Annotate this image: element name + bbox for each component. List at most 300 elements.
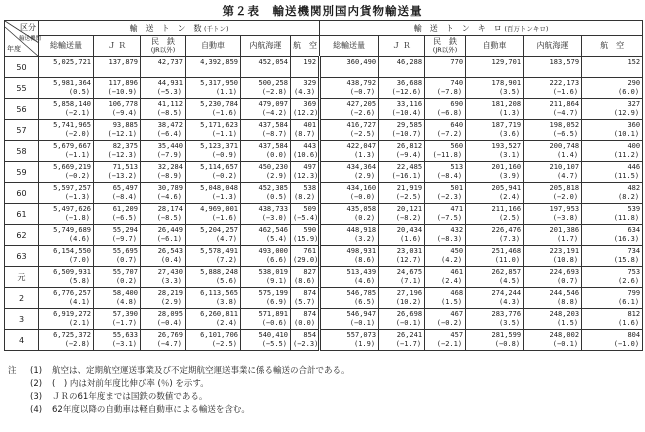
cell-value: 248,002 (549, 331, 580, 339)
table-row (5, 309, 643, 330)
data-cell (39, 246, 94, 267)
cell-value: 65,497 (112, 184, 138, 192)
cell-value: 23,031 (396, 247, 423, 255)
data-cell (466, 162, 524, 183)
cell-value: 21,919 (396, 184, 423, 192)
data-cell (94, 225, 141, 246)
cell-value: 5,123,371 (200, 142, 238, 150)
cell-growth-rate: (−1.0) (613, 340, 640, 348)
cell-growth-rate: (−3.0) (261, 214, 287, 222)
data-cell (39, 120, 94, 141)
cell-value: 42,737 (157, 58, 183, 66)
cell-growth-rate: (0.7) (115, 256, 137, 264)
cell-growth-rate: (3.8) (215, 298, 237, 306)
cell-growth-rate: (4.6) (68, 235, 90, 243)
table-row (5, 225, 643, 246)
cell-growth-rate: (5.7) (293, 298, 316, 306)
cell-value: 437,584 (258, 121, 288, 129)
cell-growth-rate: (7.2) (215, 256, 237, 264)
data-cell (425, 57, 466, 78)
cell-growth-rate: (−2.0) (552, 193, 579, 201)
data-cell (141, 204, 186, 225)
column-header-tons-3 (186, 36, 241, 57)
data-cell (379, 141, 425, 162)
data-cell (186, 78, 241, 99)
column-header-label: 総輸送量 (333, 41, 366, 50)
cell-value: 93,885 (112, 121, 138, 129)
column-header-label: 航 空 (293, 41, 318, 50)
data-cell (379, 267, 425, 288)
data-cell (582, 162, 643, 183)
data-cell (141, 99, 186, 120)
data-cell (94, 309, 141, 330)
cell-value: 129,701 (491, 58, 522, 66)
data-cell (39, 57, 94, 78)
cell-value: 205,818 (549, 184, 580, 192)
cell-value: 5,114,657 (200, 163, 238, 171)
cell-growth-rate: (0.0) (265, 151, 287, 159)
data-cell (524, 78, 582, 99)
data-cell (94, 120, 141, 141)
data-cell (425, 309, 466, 330)
cell-value: 538 (303, 184, 317, 192)
data-cell (186, 330, 241, 351)
data-cell (291, 57, 320, 78)
cell-growth-rate: (1.3) (498, 109, 521, 117)
table-row (5, 120, 643, 141)
data-cell (466, 141, 524, 162)
cell-value: 26,543 (157, 247, 183, 255)
cell-value: 58,400 (112, 289, 138, 297)
data-cell (241, 57, 291, 78)
cell-growth-rate: (−4.7) (552, 109, 579, 117)
cell-value: 26,769 (157, 331, 183, 339)
cell-growth-rate: (1.1) (215, 88, 237, 96)
cell-value: 41,112 (157, 100, 183, 108)
column-header-label: 内航海運 (536, 41, 569, 50)
note-number: (4) (30, 405, 43, 415)
cell-value: 5,048,048 (200, 184, 238, 192)
data-cell (94, 57, 141, 78)
cell-growth-rate: (6.5) (353, 298, 376, 306)
cell-growth-rate: (0.2) (353, 214, 376, 222)
cell-growth-rate: (3.1) (498, 151, 521, 159)
cell-value: 55,294 (112, 226, 138, 234)
cell-growth-rate (381, 67, 422, 76)
note-lead (8, 378, 30, 391)
data-cell (425, 78, 466, 99)
column-header-row (5, 36, 643, 57)
cell-value: 734 (627, 247, 641, 255)
cell-value: 432 (450, 226, 464, 234)
cell-value: 770 (450, 58, 464, 66)
cell-growth-rate: (−9.4) (111, 109, 137, 117)
cell-growth-rate: (5.8) (68, 277, 90, 285)
data-cell (39, 183, 94, 204)
data-cell (94, 204, 141, 225)
note-item (8, 378, 638, 391)
cell-growth-rate: (−4.7) (156, 340, 182, 348)
data-cell (94, 183, 141, 204)
table-row (5, 183, 643, 204)
data-cell (186, 309, 241, 330)
cell-value: 560 (450, 142, 464, 150)
cell-value: 35,440 (157, 142, 183, 150)
cell-value: 434,364 (346, 163, 377, 171)
cell-growth-rate: (−2.5) (349, 130, 376, 138)
year-cell: 3 (5, 309, 39, 330)
data-cell (291, 204, 320, 225)
note-number: (3) (30, 392, 43, 402)
column-header-tons-1 (94, 36, 141, 57)
cell-growth-rate: (2.5) (498, 214, 521, 222)
year-cell: 57 (5, 120, 39, 141)
data-cell (320, 204, 379, 225)
cell-value: 106,778 (108, 100, 138, 108)
cell-value: 329 (303, 79, 317, 87)
cell-growth-rate: (−9.7) (111, 235, 137, 243)
data-cell (320, 57, 379, 78)
column-header-label: 自動車 (201, 41, 225, 50)
cell-value: 5,741,965 (53, 121, 91, 129)
cell-value: 740 (450, 79, 464, 87)
cell-growth-rate: (−1.7) (111, 319, 137, 327)
year-cell: 63 (5, 246, 39, 267)
cell-growth-rate: (11.8) (613, 214, 640, 222)
cell-growth-rate: (−8.7) (261, 130, 287, 138)
data-cell (94, 267, 141, 288)
data-cell (241, 204, 291, 225)
cell-value: 55,707 (112, 268, 138, 276)
cell-growth-rate: (−8.4) (111, 193, 137, 201)
cell-value: 71,513 (112, 163, 138, 171)
cell-growth-rate: (−6.5) (552, 130, 579, 138)
data-cell (425, 120, 466, 141)
cell-value: 5,230,784 (200, 100, 238, 108)
note-lead (8, 391, 30, 404)
data-cell (425, 330, 466, 351)
cell-value: 193,527 (491, 142, 522, 150)
cell-value: 400 (627, 142, 641, 150)
data-cell (524, 225, 582, 246)
cell-value: 152 (627, 58, 641, 66)
data-cell (186, 141, 241, 162)
cell-value: 248,203 (549, 310, 580, 318)
data-cell (141, 246, 186, 267)
cell-value: 57,390 (112, 310, 138, 318)
cell-growth-rate: (−0.0) (349, 193, 376, 201)
data-cell (94, 99, 141, 120)
cell-growth-rate: (−0.2) (211, 172, 237, 180)
cell-value: 137,879 (108, 58, 138, 66)
data-cell (524, 120, 582, 141)
cell-growth-rate: (1.4) (556, 151, 579, 159)
data-cell (425, 99, 466, 120)
cell-growth-rate: (2.1) (68, 319, 90, 327)
cell-growth-rate: (4.3) (293, 88, 316, 96)
group-header-row (5, 21, 643, 36)
cell-value: 6,154,550 (53, 247, 91, 255)
cell-value: 5,981,364 (53, 79, 91, 87)
data-cell (39, 162, 94, 183)
group-label-tonkm: 輸 送 ト ン キ ロ (413, 23, 502, 33)
data-cell (241, 78, 291, 99)
cell-growth-rate: (−4.6) (156, 193, 182, 201)
data-cell (524, 246, 582, 267)
cell-value: 5,679,667 (53, 142, 91, 150)
column-header-label: 総輸送量 (50, 41, 82, 50)
cell-growth-rate: (−2.8) (261, 88, 287, 96)
data-cell (425, 288, 466, 309)
cell-value: 5,858,140 (53, 100, 91, 108)
cell-growth-rate: (−0.8) (494, 340, 521, 348)
cell-growth-rate: (2.9) (160, 298, 182, 306)
cell-value: 450 (450, 247, 464, 255)
cell-growth-rate: (2.9) (265, 172, 287, 180)
cell-value: 26,812 (396, 142, 423, 150)
data-cell (39, 330, 94, 351)
cell-value: 38,472 (157, 121, 183, 129)
cell-value: 443 (303, 142, 317, 150)
data-cell (425, 246, 466, 267)
data-cell (320, 288, 379, 309)
cell-growth-rate: (11.0) (494, 256, 521, 264)
data-cell (291, 309, 320, 330)
cell-value: 22,485 (396, 163, 423, 171)
cell-value: 6,725,372 (53, 331, 91, 339)
data-cell (141, 183, 186, 204)
cell-growth-rate: (15.9) (293, 235, 319, 243)
data-cell (582, 120, 643, 141)
data-cell (141, 225, 186, 246)
group-label-tons: 輸 送 ト ン 数 (129, 23, 202, 33)
data-cell (379, 288, 425, 309)
cell-value: 427,205 (346, 100, 377, 108)
data-cell (291, 78, 320, 99)
data-cell (379, 183, 425, 204)
data-cell (241, 267, 291, 288)
cell-value: 479,097 (258, 100, 288, 108)
cell-value: 201,160 (491, 163, 522, 171)
cell-value: 571,891 (258, 310, 288, 318)
data-cell (524, 57, 582, 78)
data-cell (291, 120, 320, 141)
cell-growth-rate: (−2.1) (64, 109, 90, 117)
data-cell (379, 120, 425, 141)
note-text: ( ) 内は対前年度比伸び率 (％) を示す。 (52, 379, 209, 389)
table-row (5, 162, 643, 183)
data-cell (241, 162, 291, 183)
cell-value: 6,260,811 (200, 310, 238, 318)
cell-growth-rate: (0.7) (556, 277, 579, 285)
data-cell (291, 162, 320, 183)
note-item (8, 365, 638, 378)
cell-value: 283,776 (491, 310, 522, 318)
cell-growth-rate: (8.6) (353, 256, 376, 264)
cell-value: 251,468 (491, 247, 522, 255)
cell-value: 435,058 (346, 205, 377, 213)
data-cell (425, 225, 466, 246)
data-cell (94, 141, 141, 162)
data-cell (186, 267, 241, 288)
data-cell (320, 120, 379, 141)
column-header-label: 民 鉄 (433, 37, 458, 46)
data-cell (582, 246, 643, 267)
data-cell (291, 141, 320, 162)
data-cell (524, 330, 582, 351)
data-cell (425, 204, 466, 225)
cell-growth-rate (293, 67, 316, 76)
cell-growth-rate: (4.7) (215, 235, 237, 243)
cell-value: 24,675 (396, 268, 423, 276)
cell-value: 471 (450, 205, 464, 213)
cell-growth-rate: (−6.5) (111, 214, 137, 222)
cell-value: 29,585 (396, 121, 423, 129)
data-cell (186, 204, 241, 225)
column-header-tonkm-1 (379, 36, 425, 57)
data-cell (320, 225, 379, 246)
cell-growth-rate: (5.4) (265, 235, 287, 243)
cell-value: 244,546 (549, 289, 580, 297)
cell-growth-rate: (1.5) (440, 298, 463, 306)
cell-value: 226,476 (491, 226, 522, 234)
cell-growth-rate: (−5.4) (293, 214, 319, 222)
data-cell (379, 225, 425, 246)
cell-value: 634 (627, 226, 641, 234)
data-cell (425, 267, 466, 288)
cell-growth-rate: (−7.8) (436, 88, 463, 96)
note-item (8, 404, 638, 417)
data-cell (466, 225, 524, 246)
cell-growth-rate: (−8.5) (156, 109, 182, 117)
cell-growth-rate: (1.3) (353, 151, 376, 159)
cell-value: 540,410 (258, 331, 288, 339)
cell-value: 468 (450, 289, 464, 297)
year-cell: 56 (5, 99, 39, 120)
data-cell (186, 288, 241, 309)
cell-growth-rate: (−10.7) (391, 130, 422, 138)
cell-growth-rate: (2.9) (353, 172, 376, 180)
cell-growth-rate: (4.6) (353, 277, 376, 285)
cell-growth-rate (243, 67, 288, 76)
cell-value: 32,284 (157, 163, 183, 171)
cell-growth-rate: (−0.4) (156, 319, 182, 327)
cell-value: 6,919,272 (53, 310, 91, 318)
cell-value: 401 (303, 121, 317, 129)
data-cell (466, 78, 524, 99)
data-cell (241, 141, 291, 162)
cell-value: 753 (627, 268, 641, 276)
cell-growth-rate: (3.5) (498, 88, 521, 96)
data-cell (582, 141, 643, 162)
cell-value: 20,121 (396, 205, 423, 213)
cell-growth-rate: (−2.3) (436, 193, 463, 201)
cell-value: 590 (303, 226, 317, 234)
cell-value: 274,244 (491, 289, 522, 297)
cell-value: 224,693 (549, 268, 580, 276)
data-cell (291, 267, 320, 288)
data-cell (291, 225, 320, 246)
cell-value: 55,633 (112, 331, 138, 339)
cell-growth-rate: (12.9) (613, 109, 640, 117)
cell-value: 854 (303, 331, 317, 339)
data-cell (94, 162, 141, 183)
data-cell (241, 120, 291, 141)
cell-growth-rate: (29.0) (293, 256, 319, 264)
data-cell (582, 309, 643, 330)
table-row (5, 330, 643, 351)
cell-value: 33,116 (396, 100, 423, 108)
cell-value: 501 (450, 184, 464, 192)
cell-growth-rate: (−0.1) (395, 319, 422, 327)
year-cell: 2 (5, 288, 39, 309)
cell-growth-rate: (3.3) (160, 277, 182, 285)
cell-value: 28,174 (157, 205, 183, 213)
data-cell (141, 267, 186, 288)
cell-value: 55,695 (112, 247, 138, 255)
data-cell (466, 57, 524, 78)
data-cell (291, 183, 320, 204)
cell-value: 452,385 (258, 184, 288, 192)
data-cell (39, 78, 94, 99)
cell-value: 290 (627, 79, 641, 87)
cell-growth-rate: (−4.2) (261, 109, 287, 117)
column-header-label: 民 鉄 (151, 37, 175, 46)
cell-value: 210,107 (549, 163, 580, 171)
cell-growth-rate: (−0.2) (64, 172, 90, 180)
group-header-tons (39, 21, 320, 36)
cell-growth-rate: (4.7) (556, 172, 579, 180)
data-cell (379, 309, 425, 330)
cell-value: 462,546 (258, 226, 288, 234)
table-row (5, 78, 643, 99)
cell-value: 513,439 (346, 268, 377, 276)
note-lead: 注 (8, 366, 17, 376)
cell-value: 6,113,565 (200, 289, 238, 297)
cell-growth-rate: (−1.6) (211, 214, 237, 222)
cell-growth-rate: (4.8) (115, 298, 137, 306)
cell-growth-rate: (−8.2) (395, 214, 422, 222)
cell-growth-rate: (2.4) (440, 277, 463, 285)
column-header-label: Ｊ Ｒ (107, 41, 127, 50)
data-cell (582, 267, 643, 288)
cell-growth-rate: (−12.1) (107, 130, 137, 138)
cell-growth-rate: (6.6) (265, 256, 287, 264)
data-cell (524, 288, 582, 309)
cell-value: 437,584 (258, 142, 288, 150)
cell-value: 61,209 (112, 205, 138, 213)
data-cell (186, 99, 241, 120)
freight-table (4, 20, 643, 351)
cell-growth-rate: (−10.9) (107, 88, 137, 96)
data-cell (320, 309, 379, 330)
cell-value: 30,789 (157, 184, 183, 192)
cell-value: 82,375 (112, 142, 138, 150)
cell-value: 493,000 (258, 247, 288, 255)
cell-growth-rate: (−8.3) (436, 235, 463, 243)
data-cell (582, 204, 643, 225)
table-row (5, 141, 643, 162)
note-lead (8, 404, 30, 417)
cell-value: 6,509,931 (53, 268, 91, 276)
cell-growth-rate: (12.7) (395, 256, 422, 264)
column-header-tonkm-5 (582, 36, 643, 57)
year-cell: 元 (5, 267, 39, 288)
cell-growth-rate: (−0.1) (552, 340, 579, 348)
data-cell (39, 141, 94, 162)
cell-value: 4,969,001 (200, 205, 238, 213)
data-cell (466, 330, 524, 351)
